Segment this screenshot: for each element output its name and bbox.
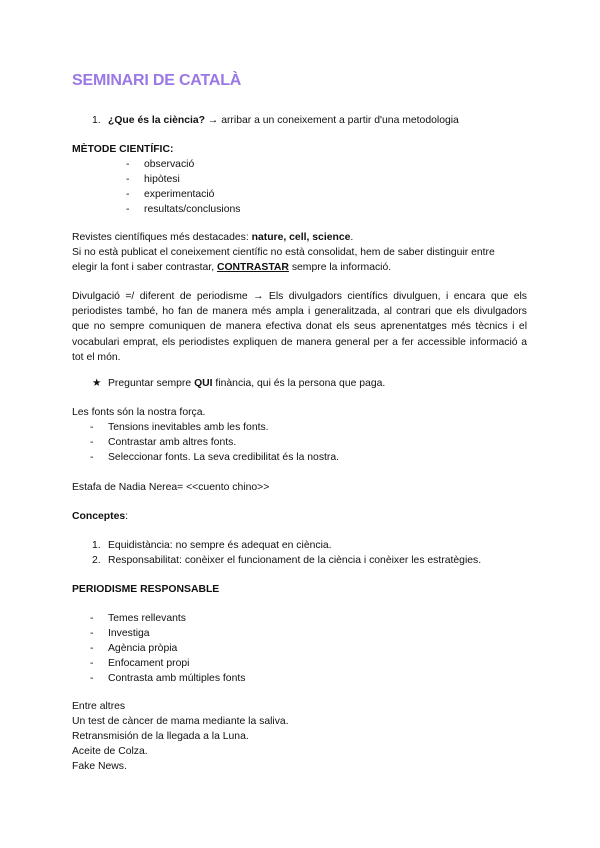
page-title: SEMINARI DE CATALÀ bbox=[72, 72, 242, 89]
altres-line: Retransmisión de la llegada a la Luna. bbox=[72, 731, 249, 742]
periodisme-heading: PERIODISME RESPONSABLE bbox=[72, 584, 220, 595]
fonts-heading: Les fonts són la nostra força. bbox=[72, 407, 206, 418]
estafa-line: Estafa de Nadia Nerea= <<cuento chino>> bbox=[72, 482, 270, 493]
periodisme-item: - Investiga bbox=[90, 628, 150, 639]
metode-item: - hipòtesi bbox=[126, 174, 180, 185]
revistes-names: nature, cell, science bbox=[251, 232, 351, 243]
altres-line: Un test de càncer de mama mediante la saliva. bbox=[72, 716, 289, 727]
revistes-line-3: elegir la font i saber contrastar, CONTRASTAR sempre la informació. bbox=[72, 262, 392, 273]
contrastar-emphasis: CONTRASTAR bbox=[216, 262, 289, 273]
periodisme-item: - Agència pròpia bbox=[90, 643, 178, 654]
question-1 bbox=[92, 113, 459, 128]
question-answer: → arribar a un coneixement a partir d'una metodologia bbox=[205, 115, 459, 126]
concepte-item: 1. Equidistància: no sempre és adequat en ciència. bbox=[92, 540, 332, 551]
revistes-line: Revistes científiques més destacades: nature, cell, science. bbox=[72, 232, 354, 243]
metode-item: - experimentació bbox=[126, 189, 215, 200]
fonts-item: - Contrastar amb altres fonts. bbox=[90, 437, 237, 448]
periodisme-item: - Contrasta amb múltiples fonts bbox=[90, 673, 246, 684]
altres-line: Aceite de Colza. bbox=[72, 746, 148, 757]
list-number: 1. bbox=[92, 115, 101, 126]
revistes-line-2: Si no està publicat el coneixement científic no està consolidat, hem de saber distinguir entre bbox=[72, 247, 495, 258]
periodisme-item: - Temes rellevants bbox=[90, 613, 186, 624]
metode-heading: MÈTODE CIENTÍFIC: bbox=[72, 144, 174, 155]
fonts-item: - Seleccionar fonts. La seva credibilitat és la nostra. bbox=[90, 452, 340, 463]
metode-item: - resultats/conclusions bbox=[126, 204, 241, 215]
star-icon: ★ bbox=[92, 378, 102, 389]
periodisme-item: - Enfocament propi bbox=[90, 658, 190, 669]
star-note: ★ Preguntar sempre QUI finància, qui és la persona que paga. bbox=[92, 378, 386, 389]
fonts-item: - Tensions inevitables amb les fonts. bbox=[90, 422, 269, 433]
question-text: ¿Que és la ciència? bbox=[108, 115, 206, 126]
concepte-item: 2. Responsabilitat: conèixer el funcionament de la ciència i conèixer les estratègies. bbox=[92, 555, 482, 566]
altres-line: Fake News. bbox=[72, 761, 127, 772]
divulgacio-paragraph: Divulgació =/ diferent de periodisme → Els divulgadors científics divulguen, i encara que els periodistes també, ho fan de manera més ampla i generalitzada, al contrari que els divulgadors que no sempre comuniquen de manera efectiva donat els seus aprenentatges més tècnics i el vocabulari emprat, els periodistes expliquen de manera general per a fer accessible informació a tot el món. bbox=[72, 291, 527, 363]
conceptes-heading: Conceptes: bbox=[72, 511, 129, 522]
metode-item: - observació bbox=[126, 159, 195, 170]
altres-line: Entre altres bbox=[72, 701, 126, 712]
